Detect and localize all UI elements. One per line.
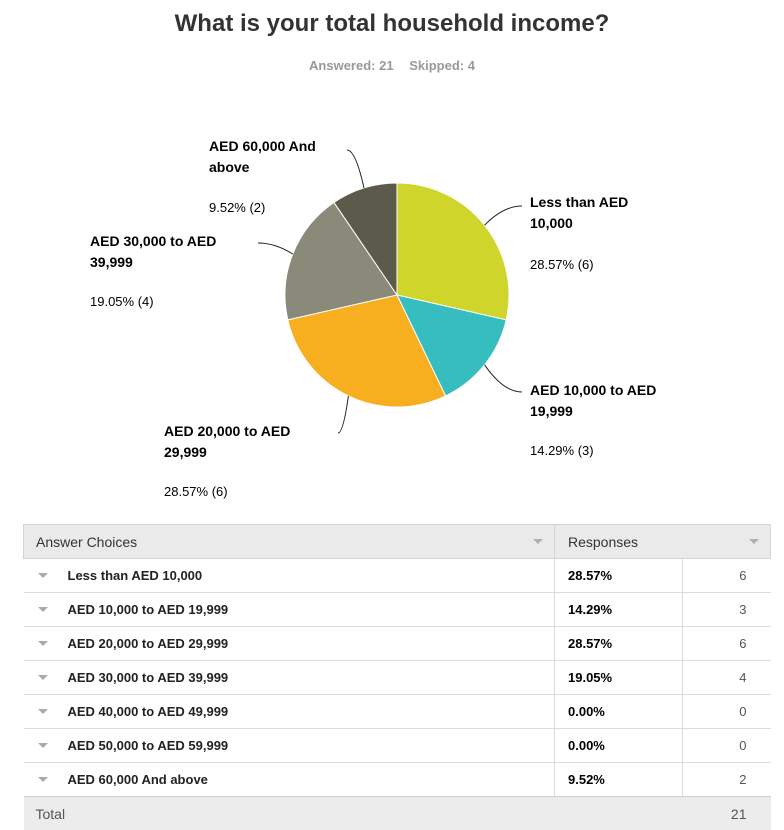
response-count: 4 [683, 661, 771, 695]
value-s1: 14.29% (3) [530, 443, 594, 458]
label-s3: AED 30,000 to AED 39,999 [90, 231, 216, 273]
response-percent: 0.00% [555, 729, 683, 763]
table-header-row [24, 525, 771, 559]
page-title: What is your total household income? [0, 10, 784, 38]
label-s2: AED 20,000 to AED 29,999 [164, 421, 290, 463]
responses-table [23, 524, 771, 830]
leader-line [347, 150, 364, 188]
leader-line [485, 206, 522, 225]
leader-line [485, 365, 522, 392]
response-count: 6 [683, 627, 771, 661]
chevron-down-icon[interactable] [533, 539, 543, 544]
response-percent: 14.29% [555, 593, 683, 627]
answered-count: Answered: 21 [309, 58, 394, 73]
value-s2: 28.57% (6) [164, 484, 228, 499]
answer-choice: Less than AED 10,000 [25, 568, 203, 583]
response-count: 0 [683, 729, 771, 763]
response-percent: 19.05% [555, 661, 683, 695]
value-s3: 19.05% (4) [90, 294, 154, 309]
chevron-down-icon[interactable] [38, 777, 48, 782]
response-percent: 28.57% [555, 627, 683, 661]
answer-choice: AED 20,000 to AED 29,999 [25, 636, 229, 651]
table-row [24, 695, 771, 729]
label-s4: AED 60,000 And above [209, 136, 316, 178]
header-responses[interactable]: Responses [555, 525, 771, 559]
value-s4: 9.52% (2) [209, 200, 265, 215]
total-row [24, 797, 771, 830]
leader-line [338, 396, 348, 433]
chevron-down-icon[interactable] [38, 607, 48, 612]
chevron-down-icon[interactable] [38, 675, 48, 680]
table-row [24, 559, 771, 593]
answer-choice: AED 50,000 to AED 59,999 [25, 738, 229, 753]
chevron-down-icon[interactable] [38, 573, 48, 578]
chevron-down-icon[interactable] [749, 539, 759, 544]
leader-line [258, 243, 293, 254]
chevron-down-icon[interactable] [38, 743, 48, 748]
response-count: 0 [683, 695, 771, 729]
response-count: 2 [683, 763, 771, 797]
total-label: Total [24, 797, 555, 830]
answer-choice: AED 60,000 And above [25, 772, 208, 787]
table-row [24, 627, 771, 661]
table-row [24, 729, 771, 763]
response-percent: 0.00% [555, 695, 683, 729]
answer-choice: AED 10,000 to AED 19,999 [25, 602, 229, 617]
header-answer-choices[interactable]: Answer Choices [24, 525, 555, 559]
chevron-down-icon[interactable] [38, 709, 48, 714]
table-row [24, 763, 771, 797]
answer-choice: AED 30,000 to AED 39,999 [25, 670, 229, 685]
response-count: 6 [683, 559, 771, 593]
response-percent: 9.52% [555, 763, 683, 797]
table-row [24, 593, 771, 627]
chevron-down-icon[interactable] [38, 641, 48, 646]
response-percent: 28.57% [555, 559, 683, 593]
skipped-count: Skipped: 4 [409, 58, 475, 73]
response-count: 3 [683, 593, 771, 627]
table-row [24, 661, 771, 695]
total-value: 21 [683, 797, 771, 830]
label-s1: AED 10,000 to AED 19,999 [530, 380, 656, 422]
label-s0: Less than AED 10,000 [530, 192, 628, 234]
answer-choice: AED 40,000 to AED 49,999 [25, 704, 229, 719]
value-s0: 28.57% (6) [530, 257, 594, 272]
